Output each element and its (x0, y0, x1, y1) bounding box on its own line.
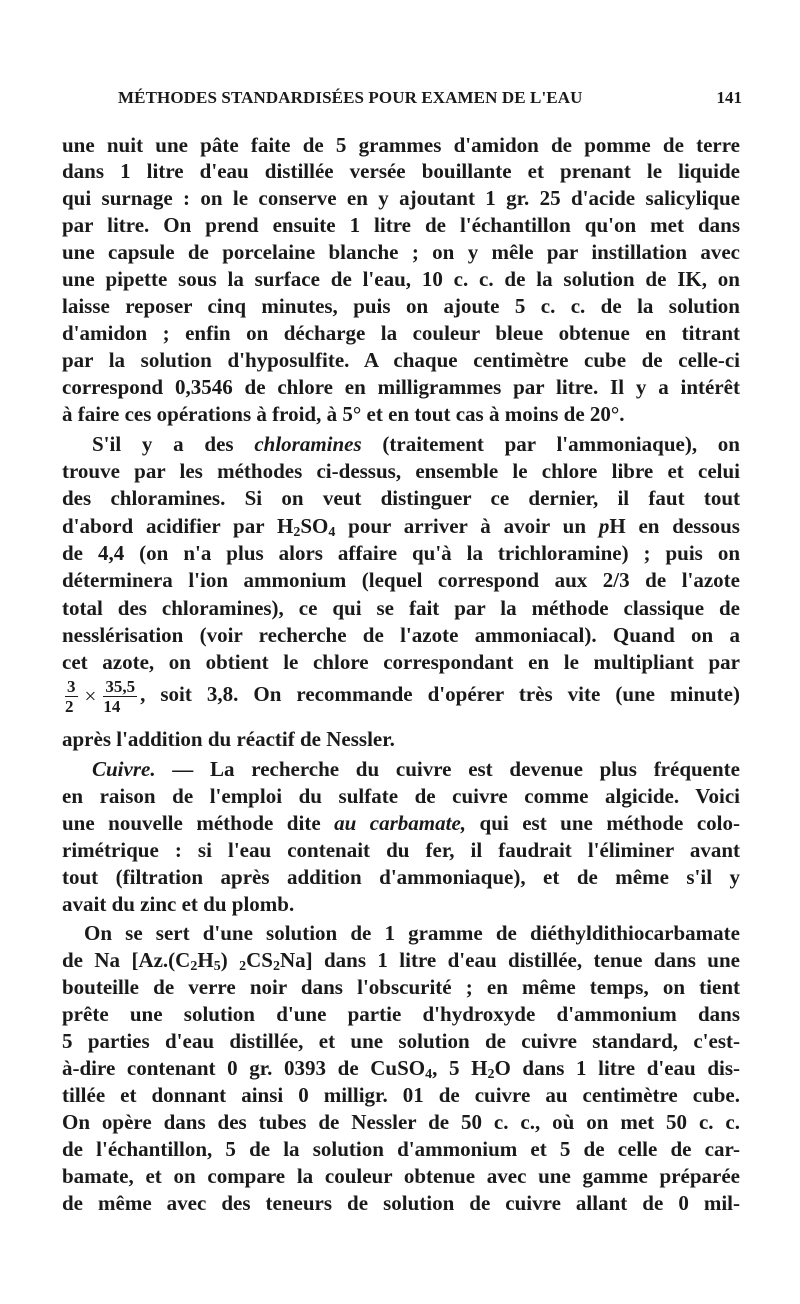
text-run: H en dessous (609, 514, 740, 538)
section-heading-cuivre: Cuivre. (92, 757, 156, 781)
text-line: à faire ces opérations à froid, à 5° et en tout cas à moins de 20°. (62, 402, 625, 426)
fraction-chlorine-nitrogen (103, 678, 137, 715)
text-line (62, 810, 740, 838)
fraction-denominator: 14 (103, 696, 121, 716)
text-line: bouteille de verre noir dans l'obscurité ; en même temps, on tient (62, 975, 740, 999)
subscript: 2 (487, 1067, 495, 1082)
text-line: cet azote, on obtient le chlore correspondant en le multipliant par (62, 650, 740, 674)
text-line: une nuit une pâte faite de 5 grammes d'amidon de pomme de terre (62, 133, 740, 157)
text-line: On se sert d'une solution de 1 gramme de diéthyldithiocarbamate (84, 921, 740, 945)
subscript: 2 (272, 959, 280, 974)
running-title: MÉTHODES STANDARDISÉES POUR EXAMEN DE L'EAU (118, 88, 583, 107)
formula-line (62, 670, 740, 718)
text-line: de l'échantillon, 5 de la solution d'ammonium et 5 de celle de car- (62, 1137, 740, 1161)
text-line (62, 1055, 740, 1083)
text-line: de 4,4 (on n'a plus alors affaire qu'à la trichloramine) ; puis on (62, 541, 740, 565)
text-line: qui surnage : on le conserve en y ajoutant 1 gr. 25 d'acide salicylique (62, 186, 740, 210)
subscript: 2 (239, 959, 247, 974)
text-run: H (197, 948, 214, 972)
term-carbamate: au carbamate, (334, 811, 467, 835)
text-line: bamate, et on compare la couleur obtenue avec une gamme préparée (62, 1164, 740, 1188)
text-line (62, 513, 740, 541)
text-line: nesslérisation (voir recherche de l'azote ammoniacal). Quand on a (62, 623, 740, 647)
fraction-numerator: 35,5 (105, 676, 136, 696)
text-run: , 5 H (432, 1056, 488, 1080)
text-line: avait du zinc et du plomb. (62, 892, 295, 916)
running-header (62, 88, 742, 118)
fraction-denominator: 2 (65, 696, 74, 716)
text-run: d'abord acidifier par H (62, 514, 294, 538)
text-run: à-dire contenant 0 gr. 0393 de CuSO (62, 1056, 426, 1080)
text-run: , soit 3,8. On recommande d'opérer très vite (une minute) (140, 682, 740, 706)
text-line: par litre. On prend ensuite 1 litre de l'échantillon qu'on met dans (62, 213, 740, 237)
text-run: (traitement par l'ammoniaque), on (361, 432, 740, 456)
text-run: — La recherche du cuivre est devenue plus fréquente (155, 757, 740, 781)
text-line: tillée et donnant ainsi 0 milligr. 01 de cuivre au centimètre cube. (62, 1083, 740, 1107)
fraction-numerator: 3 (67, 676, 76, 696)
text-line: après l'addition du réactif de Nessler. (62, 727, 395, 751)
text-run: SO (300, 514, 329, 538)
text-line: prête une solution d'une partie d'hydroxyde d'ammonium dans (62, 1002, 740, 1026)
text-run: une nouvelle méthode dite (62, 811, 335, 835)
text-run: qui est une méthode colo- (466, 811, 740, 835)
text-run: CS (246, 948, 273, 972)
text-line: des chloramines. Si on veut distinguer ce dernier, il faut tout (62, 486, 740, 510)
text-line: tout (filtration après addition d'ammoniaque), et de même s'il y (62, 865, 740, 889)
text-line: déterminera l'ion ammonium (lequel correspond aux 2/3 de l'azote (62, 568, 740, 592)
text-run: de Na [Az.(C (62, 948, 191, 972)
subscript: 5 (213, 959, 221, 974)
text-line: trouve par les méthodes ci-dessus, ensemble le chlore libre et celui (62, 459, 740, 483)
text-line: total des chloramines), ce qui se fait par la méthode classique de (62, 596, 740, 620)
term-chloramines: chloramines (254, 432, 362, 456)
text-run: O dans 1 litre d'eau dis- (494, 1056, 741, 1080)
fraction-three-halves (65, 678, 78, 715)
text-line: 5 parties d'eau distillée, et une solution de cuivre standard, c'est- (62, 1029, 740, 1053)
text-line: dans 1 litre d'eau distillée versée bouillante et prenant le liquide (62, 159, 740, 183)
subscript: 2 (190, 959, 198, 974)
text-line: d'amidon ; enfin on décharge la couleur bleue obtenue en titrant (62, 321, 740, 345)
text-run: pour arriver à avoir un (335, 514, 599, 538)
text-run: S'il y a des (92, 432, 255, 456)
text-line: correspond 0,3546 de chlore en milligrammes par litre. Il y a intérêt (62, 375, 740, 399)
text-line: On opère dans des tubes de Nessler de 50 c. c., où on met 50 c. c. (62, 1110, 740, 1134)
text-line: une pipette sous la surface de l'eau, 10 c. c. de la solution de IK, on (62, 267, 740, 291)
text-line: une capsule de porcelaine blanche ; on y mêle par instillation avec (62, 240, 740, 264)
subscript: 2 (293, 525, 301, 540)
multiply-sign: × (84, 684, 97, 709)
text-run: Na] dans 1 litre d'eau distillée, tenue dans une (279, 948, 740, 972)
text-line: en raison de l'emploi du sulfate de cuivre comme algicide. Voici (62, 784, 740, 808)
subscript: 4 (328, 525, 336, 540)
ph-symbol: p (598, 514, 610, 538)
page-number: 141 (716, 88, 742, 107)
text-line: rimétrique : si l'eau contenait du fer, il faudrait l'éliminer avant (62, 838, 740, 862)
subscript: 4 (425, 1067, 433, 1082)
text-line: laisse reposer cinq minutes, puis on ajoute 5 c. c. de la solution (62, 294, 740, 318)
text-line: par la solution d'hyposulfite. A chaque centimètre cube de celle-ci (62, 348, 740, 372)
text-run: ) (220, 948, 240, 972)
text-line (92, 431, 740, 459)
text-line (92, 756, 740, 784)
text-line: de même avec des teneurs de solution de cuivre allant de 0 mil- (62, 1191, 740, 1215)
text-line (62, 947, 740, 975)
